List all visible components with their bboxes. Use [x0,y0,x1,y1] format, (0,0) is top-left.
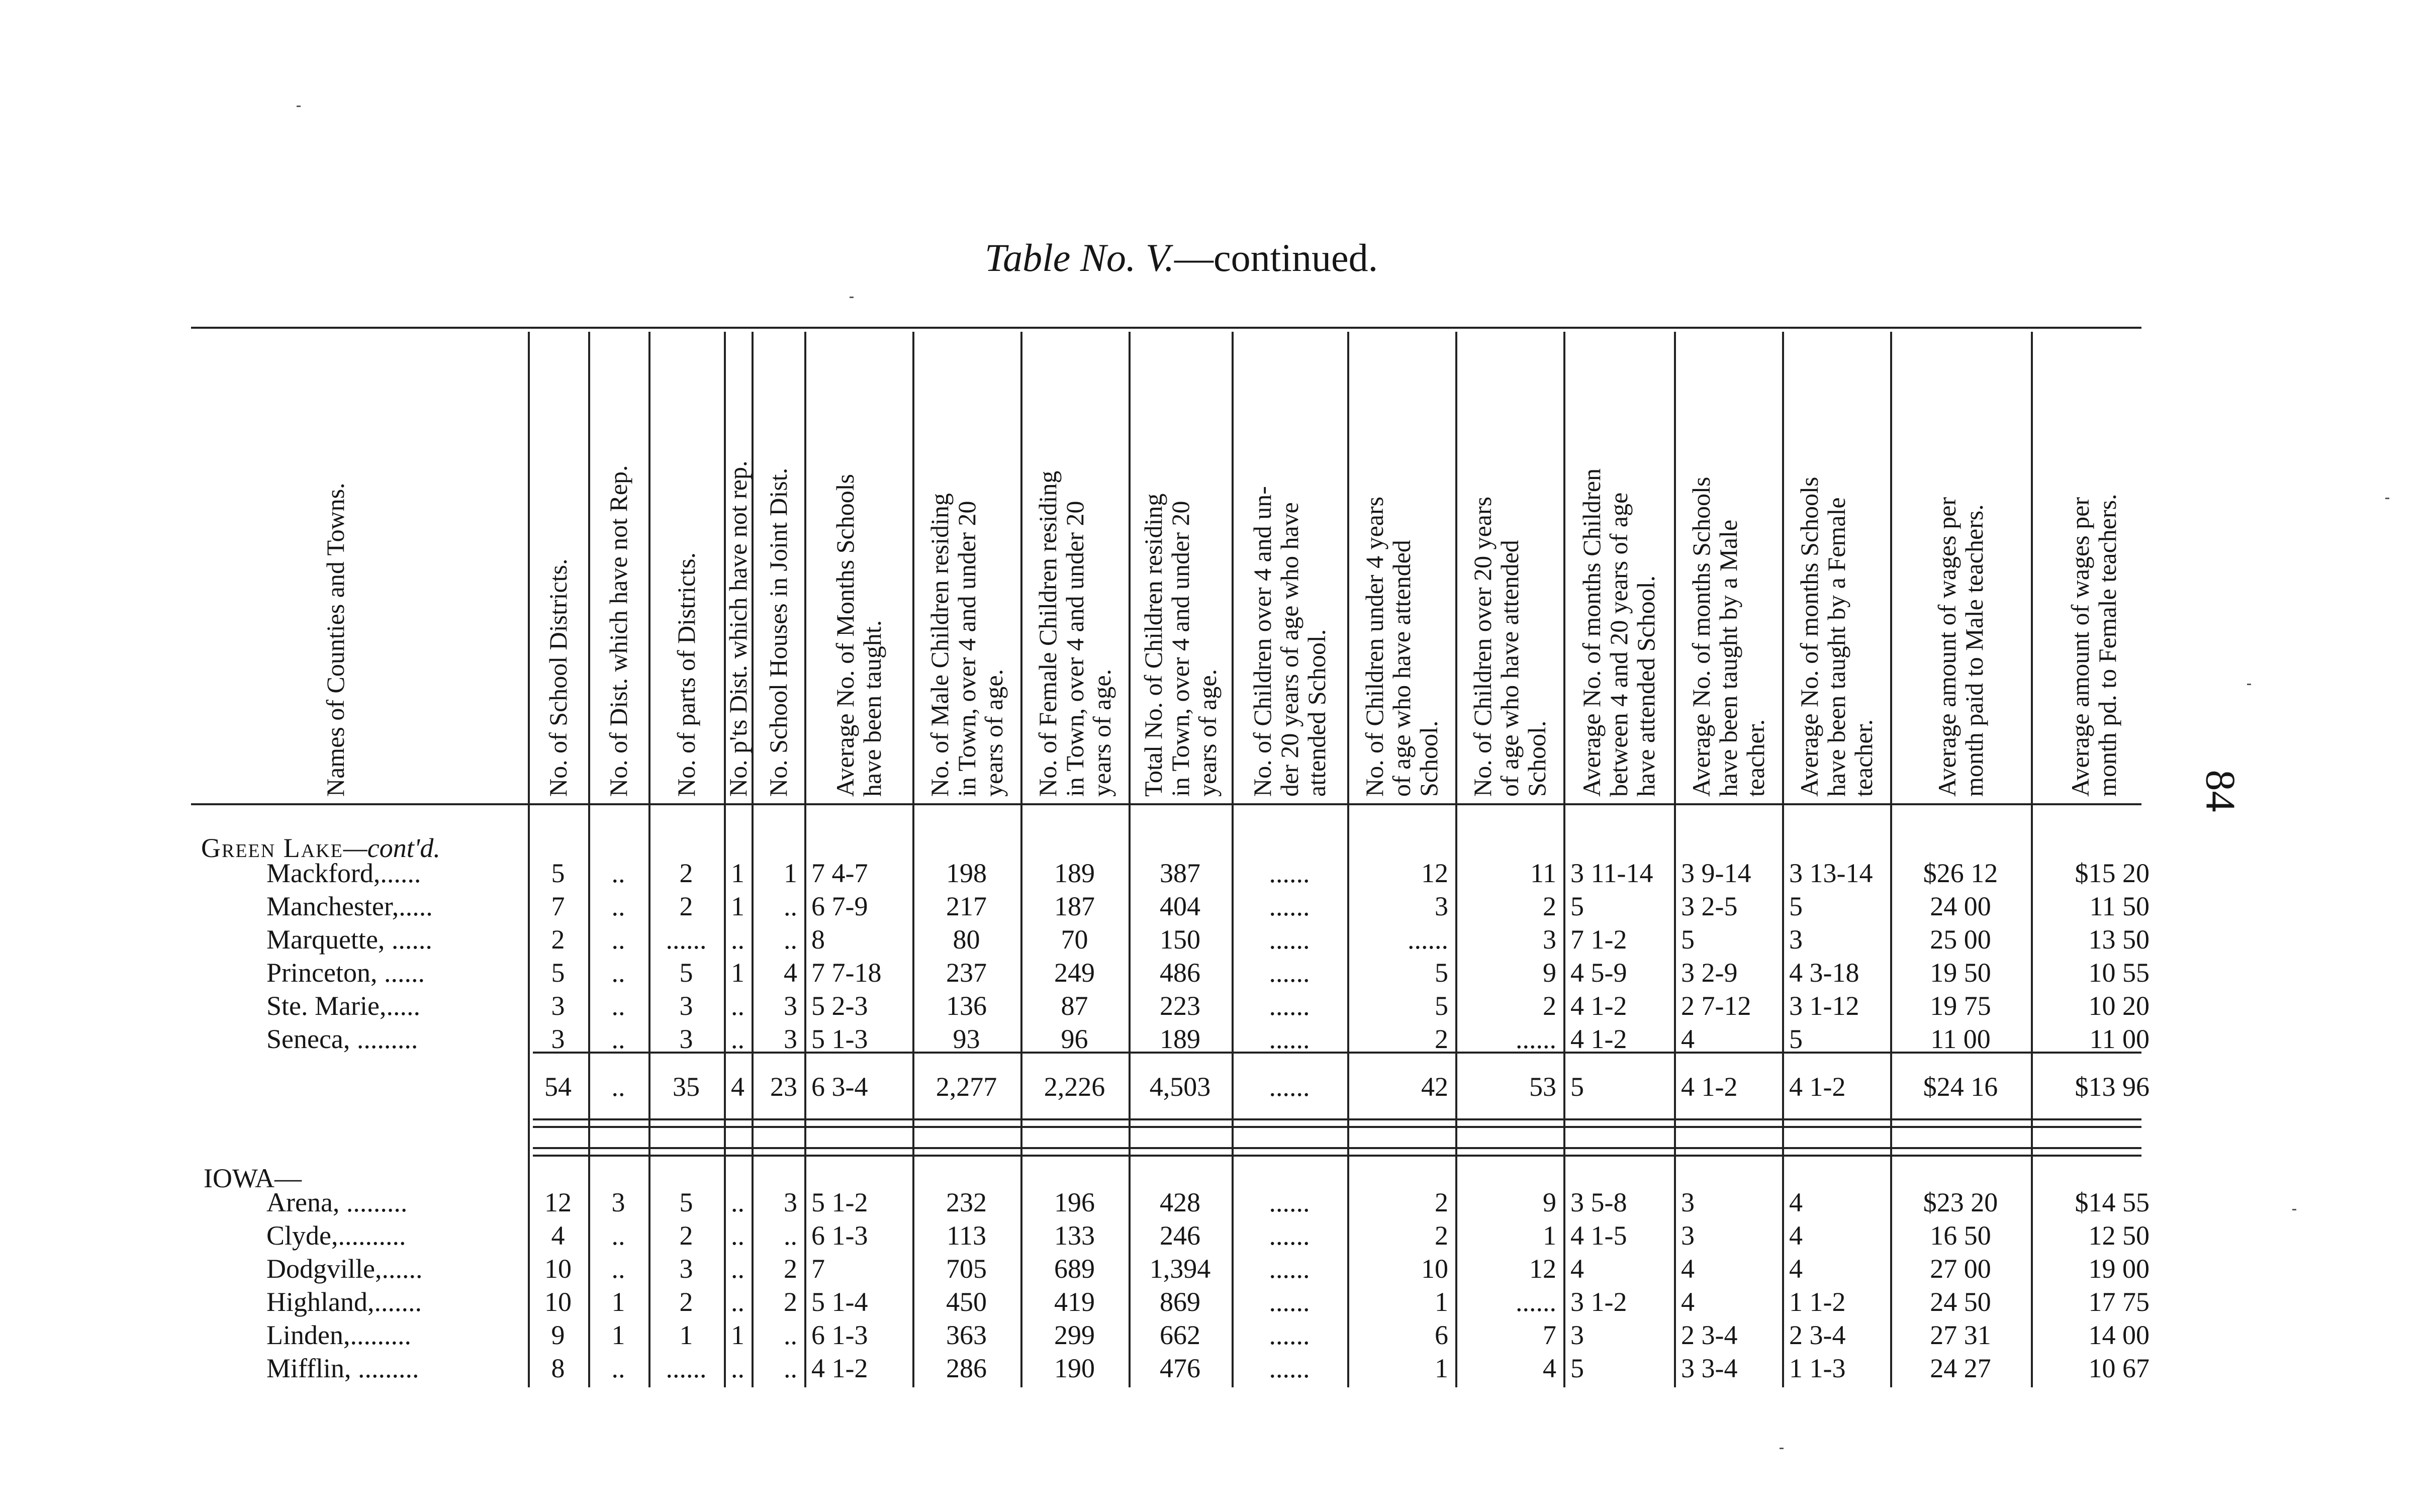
cell-over20: ...... [1269,1187,1310,1217]
cell-districts: 4 [551,1220,565,1251]
cell-female: 187 [1054,891,1095,921]
cell-avgmonths: 5 [1570,1353,1584,1383]
green-lake-total-rule-2 [533,1126,2141,1128]
cell-pts_notrep: 1 [731,891,744,921]
town-name: Linden,......... [266,1320,411,1350]
cell-districts: 5 [551,858,565,888]
cell-joint: .. [784,891,797,921]
cell-parts: 3 [679,1024,693,1054]
town-name: Manchester,..... [266,891,433,921]
cell-months: 6 3-4 [811,1072,868,1102]
cell-months: 5 1-2 [811,1187,868,1217]
column-divider [528,332,530,1387]
column-header-label: Average No. of months Schools have been taught by a Female teacher. [1795,477,1878,797]
cell-under4: 1 [1435,1353,1448,1383]
cell-femaletaught: 3 1-12 [1789,991,1859,1021]
cell-parts: 3 [679,991,693,1021]
cell-pts_notrep: .. [731,1187,744,1217]
cell-femalewage: $15 20 [2075,858,2150,888]
cell-months: 6 7-9 [811,891,868,921]
cell-over20: ...... [1269,858,1310,888]
cell-under4: ...... [1408,924,1448,955]
speck [2292,1209,2296,1210]
column-divider [1782,332,1784,1387]
cell-under4: 2 [1435,1024,1448,1054]
cell-months: 7 7-18 [811,958,882,988]
iowa-heading: IOWA— [204,1163,302,1193]
cell-femalewage: $14 55 [2075,1187,2150,1217]
cell-femaletaught: 4 1-2 [1789,1072,1846,1102]
cell-female: 133 [1054,1220,1095,1251]
town-name: Mackford,...... [266,858,421,888]
cell-under4: 6 [1435,1320,1448,1350]
cell-total: 476 [1160,1353,1200,1383]
column-header-label: Average No. of months Schools have been taught by a Male teacher. [1687,477,1769,797]
cell-overtwenty: 9 [1543,1187,1556,1217]
cell-parts: 2 [679,1287,693,1317]
cell-femaletaught: 1 1-3 [1789,1353,1846,1383]
cell-months: 4 1-2 [811,1353,868,1383]
cell-pts_notrep: .. [731,1220,744,1251]
cell-total: 869 [1160,1287,1200,1317]
cell-male: 237 [946,958,987,988]
cell-malewage: 27 00 [1930,1254,1991,1284]
cell-total: 387 [1160,858,1200,888]
cell-parts: ...... [666,924,707,955]
cell-femalewage: 12 50 [2088,1220,2150,1251]
cell-parts: 5 [679,958,693,988]
cell-months: 5 1-3 [811,1024,868,1054]
cell-pts_notrep: .. [731,1353,744,1383]
cell-districts: 5 [551,958,565,988]
cell-joint: 1 [784,858,797,888]
cell-malewage: 24 27 [1930,1353,1991,1383]
cell-femalewage: $13 96 [2075,1072,2150,1102]
cell-female: 2,226 [1044,1072,1105,1102]
cell-female: 419 [1054,1287,1095,1317]
column-header-label: Names of Counties and Towns. [321,483,349,797]
cell-notrep: .. [611,1220,625,1251]
cell-maletaught: 3 3-4 [1681,1353,1738,1383]
cell-femaletaught: 4 3-18 [1789,958,1859,988]
table-title-rest: —continued. [1174,236,1378,279]
cell-avgmonths: 4 1-2 [1570,1024,1627,1054]
cell-under4: 3 [1435,891,1448,921]
column-header-label: Average amount of wages per month paid to Male teachers. [1933,497,1988,797]
cell-overtwenty: 11 [1530,858,1556,888]
page-number: 84 [2197,770,2244,812]
cell-male: 217 [946,891,987,921]
header-top-rule [191,327,2141,329]
cell-parts: 1 [679,1320,693,1350]
cell-malewage: 27 31 [1930,1320,1991,1350]
cell-maletaught: 3 [1681,1220,1695,1251]
cell-overtwenty: 2 [1543,891,1556,921]
cell-male: 198 [946,858,987,888]
cell-under4: 5 [1435,991,1448,1021]
cell-maletaught: 4 [1681,1287,1695,1317]
cell-maletaught: 5 [1681,924,1695,955]
cell-over20: ...... [1269,1353,1310,1383]
cell-pts_notrep: .. [731,1287,744,1317]
cell-over20: ...... [1269,1254,1310,1284]
column-divider [804,332,806,1387]
cell-notrep: .. [611,924,625,955]
column-header-label: No. p'ts Dist. which have not rep. [723,460,752,797]
cell-months: 7 [811,1254,825,1284]
cell-pts_notrep: .. [731,1024,744,1054]
cell-joint: .. [784,1353,797,1383]
cell-maletaught: 2 3-4 [1681,1320,1738,1350]
cell-parts: 5 [679,1187,693,1217]
cell-pts_notrep: .. [731,924,744,955]
cell-total: 4,503 [1149,1072,1211,1102]
cell-months: 7 4-7 [811,858,868,888]
cell-malewage: 24 50 [1930,1287,1991,1317]
cell-maletaught: 3 9-14 [1681,858,1751,888]
cell-malewage: 25 00 [1930,924,1991,955]
cell-maletaught: 4 1-2 [1681,1072,1738,1102]
cell-joint: .. [784,924,797,955]
cell-under4: 2 [1435,1220,1448,1251]
cell-districts: 10 [544,1254,572,1284]
cell-overtwenty: 12 [1529,1254,1556,1284]
column-header-label: Average No. of Months Schools have been taught. [830,474,886,797]
column-divider [588,332,590,1387]
green-lake-heading-cont: —cont'd. [343,833,440,863]
cell-total: 223 [1160,991,1200,1021]
cell-femaletaught: 5 [1789,891,1803,921]
town-name: Clyde,.......... [266,1220,406,1251]
cell-male: 93 [953,1024,980,1054]
cell-malewage: $23 20 [1923,1187,1998,1217]
cell-over20: ...... [1269,891,1310,921]
cell-notrep: .. [611,1254,625,1284]
town-name: Marquette, ...... [266,924,432,955]
town-name: Arena, ......... [266,1187,408,1217]
cell-joint: 2 [784,1287,797,1317]
cell-maletaught: 3 2-9 [1681,958,1738,988]
cell-femalewage: 10 20 [2088,991,2150,1021]
cell-notrep: .. [611,1353,625,1383]
cell-pts_notrep: 4 [731,1072,744,1102]
cell-male: 2,277 [936,1072,997,1102]
cell-under4: 5 [1435,958,1448,988]
cell-overtwenty: 9 [1543,958,1556,988]
cell-districts: 2 [551,924,565,955]
town-name: Ste. Marie,..... [266,991,420,1021]
cell-under4: 42 [1421,1072,1448,1102]
cell-avgmonths: 4 [1570,1254,1584,1284]
column-header-label: Total No. of Children residing in Town, over 4 and under 20 years of age. [1139,493,1222,797]
cell-female: 87 [1061,991,1088,1021]
cell-parts: 3 [679,1254,693,1284]
column-divider [1455,332,1457,1387]
cell-femalewage: 10 55 [2088,958,2150,988]
cell-pts_notrep: 1 [731,1320,744,1350]
cell-joint: 3 [784,1024,797,1054]
column-divider [1890,332,1892,1387]
cell-malewage: 19 75 [1930,991,1991,1021]
cell-malewage: 16 50 [1930,1220,1991,1251]
column-divider [1563,332,1565,1387]
cell-overtwenty: 4 [1543,1353,1556,1383]
cell-under4: 2 [1435,1187,1448,1217]
cell-notrep: 3 [611,1187,625,1217]
cell-parts: 2 [679,1220,693,1251]
cell-malewage: 24 00 [1930,891,1991,921]
cell-femaletaught: 1 1-2 [1789,1287,1846,1317]
cell-femalewage: 10 67 [2088,1353,2150,1383]
cell-avgmonths: 3 [1570,1320,1584,1350]
cell-maletaught: 3 [1681,1187,1695,1217]
table-title-italic: Table No. V. [984,236,1175,279]
cell-pts_notrep: .. [731,991,744,1021]
cell-femaletaught: 5 [1789,1024,1803,1054]
green-lake-heading-name: Green Lake [201,833,343,863]
cell-districts: 12 [544,1187,572,1217]
cell-districts: 3 [551,1024,565,1054]
cell-months: 5 1-4 [811,1287,868,1317]
column-divider [1347,332,1349,1387]
cell-male: 80 [953,924,980,955]
cell-avgmonths: 5 [1570,1072,1584,1102]
cell-malewage: $24 16 [1923,1072,1998,1102]
cell-months: 6 1-3 [811,1220,868,1251]
cell-femalewage: 13 50 [2088,924,2150,955]
cell-overtwenty: 7 [1543,1320,1556,1350]
cell-over20: ...... [1269,1220,1310,1251]
cell-malewage: 11 00 [1930,1024,1991,1054]
cell-malewage: $26 12 [1923,858,1998,888]
column-header-label: No. of Children over 4 and un- der 20 years of age who have attended School. [1248,486,1331,797]
cell-female: 196 [1054,1187,1095,1217]
cell-joint: 3 [784,991,797,1021]
town-name: Mifflin, ......... [266,1353,419,1383]
cell-over20: ...... [1269,1287,1310,1317]
cell-male: 363 [946,1320,987,1350]
cell-total: 189 [1160,1024,1200,1054]
cell-male: 450 [946,1287,987,1317]
cell-overtwenty: ...... [1516,1024,1556,1054]
cell-female: 70 [1061,924,1088,955]
cell-pts_notrep: 1 [731,958,744,988]
cell-total: 150 [1160,924,1200,955]
column-header-label: Average No. of months Children between 4 and 20 years of age have attended School. [1577,468,1660,797]
cell-districts: 3 [551,991,565,1021]
cell-maletaught: 3 2-5 [1681,891,1738,921]
green-lake-total-rule-1 [533,1118,2141,1120]
speck [297,106,301,107]
cell-male: 286 [946,1353,987,1383]
cell-districts: 10 [544,1287,572,1317]
speck [2385,498,2389,499]
column-header-label: No. of Dist. which have not Rep. [604,465,632,797]
column-divider [1129,332,1131,1387]
cell-avgmonths: 7 1-2 [1570,924,1627,955]
cell-overtwenty: 2 [1543,991,1556,1021]
header-bottom-rule [191,803,2141,805]
column-header-label: No. of Children over 20 years of age who have attended School. [1468,496,1551,797]
cell-months: 8 [811,924,825,955]
cell-joint: 3 [784,1187,797,1217]
cell-pts_notrep: .. [731,1254,744,1284]
cell-over20: ...... [1269,924,1310,955]
cell-femaletaught: 4 [1789,1187,1803,1217]
cell-joint: 4 [784,958,797,988]
cell-male: 232 [946,1187,987,1217]
cell-over20: ...... [1269,1320,1310,1350]
cell-under4: 10 [1421,1254,1448,1284]
cell-male: 136 [946,991,987,1021]
cell-female: 689 [1054,1254,1095,1284]
cell-joint: 2 [784,1254,797,1284]
cell-maletaught: 2 7-12 [1681,991,1751,1021]
cell-overtwenty: 53 [1529,1072,1556,1102]
cell-total: 246 [1160,1220,1200,1251]
cell-joint: .. [784,1220,797,1251]
cell-femaletaught: 3 13-14 [1789,858,1873,888]
cell-maletaught: 4 [1681,1024,1695,1054]
cell-female: 96 [1061,1024,1088,1054]
cell-femalewage: 11 50 [2089,891,2150,921]
table-title [905,235,1458,280]
cell-total: 662 [1160,1320,1200,1350]
cell-notrep: .. [611,1024,625,1054]
cell-notrep: .. [611,991,625,1021]
column-header-label: No. School Houses in Joint Dist. [764,467,792,797]
cell-total: 1,394 [1149,1254,1211,1284]
cell-malewage: 19 50 [1930,958,1991,988]
cell-total: 404 [1160,891,1200,921]
iowa-top-rule-2 [533,1155,2141,1157]
cell-overtwenty: 3 [1543,924,1556,955]
cell-notrep: 1 [611,1287,625,1317]
cell-overtwenty: 1 [1543,1220,1556,1251]
iowa-top-rule-1 [533,1147,2141,1149]
cell-femalewage: 14 00 [2088,1320,2150,1350]
cell-months: 5 2-3 [811,991,868,1021]
column-header-label: No. of Children under 4 years of age who have attended School. [1360,496,1443,797]
cell-under4: 12 [1421,858,1448,888]
column-header-label: No. of Female Children residing in Town, over 4 and under 20 years of age. [1033,470,1116,797]
cell-avgmonths: 4 5-9 [1570,958,1627,988]
cell-parts: 2 [679,858,693,888]
cell-months: 6 1-3 [811,1320,868,1350]
cell-notrep: .. [611,958,625,988]
speck [1780,1448,1784,1449]
cell-femalewage: 11 00 [2089,1024,2150,1054]
cell-avgmonths: 4 1-5 [1570,1220,1627,1251]
cell-femaletaught: 4 [1789,1220,1803,1251]
cell-districts: 7 [551,891,565,921]
cell-pts_notrep: 1 [731,858,744,888]
cell-districts: 8 [551,1353,565,1383]
cell-avgmonths: 5 [1570,891,1584,921]
cell-femaletaught: 3 [1789,924,1803,955]
column-header-label: No. of parts of Districts. [672,552,700,797]
cell-over20: ...... [1269,958,1310,988]
cell-male: 113 [947,1220,986,1251]
speck [2247,684,2251,685]
cell-notrep: .. [611,891,625,921]
speck [850,297,854,298]
column-header-label: No. of School Districts. [544,558,572,797]
cell-avgmonths: 4 1-2 [1570,991,1627,1021]
column-divider [912,332,914,1387]
cell-total: 486 [1160,958,1200,988]
cell-femaletaught: 2 3-4 [1789,1320,1846,1350]
town-name: Seneca, ......... [266,1024,418,1054]
cell-over20: ...... [1269,1072,1310,1102]
column-divider [1020,332,1022,1387]
town-name: Princeton, ...... [266,958,425,988]
cell-notrep: 1 [611,1320,625,1350]
town-name: Dodgville,...... [266,1254,423,1284]
cell-femalewage: 19 00 [2088,1254,2150,1284]
cell-parts: 35 [673,1072,700,1102]
cell-total: 428 [1160,1187,1200,1217]
cell-maletaught: 4 [1681,1254,1695,1284]
column-header-label: No. of Male Children residing in Town, over 4 and under 20 years of age. [925,493,1008,797]
town-name: Highland,....... [266,1287,422,1317]
column-divider [1674,332,1676,1387]
cell-over20: ...... [1269,991,1310,1021]
cell-notrep: .. [611,858,625,888]
column-header-label: Average amount of wages per month pd. to Female teachers. [2066,494,2121,797]
cell-parts: 2 [679,891,693,921]
column-divider [2031,332,2033,1387]
cell-districts: 9 [551,1320,565,1350]
cell-female: 189 [1054,858,1095,888]
cell-notrep: .. [611,1072,625,1102]
column-divider [1232,332,1234,1387]
cell-avgmonths: 3 1-2 [1570,1287,1627,1317]
cell-joint: 23 [770,1072,797,1102]
cell-overtwenty: ...... [1516,1287,1556,1317]
cell-femaletaught: 4 [1789,1254,1803,1284]
cell-femalewage: 17 75 [2088,1287,2150,1317]
cell-parts: ...... [666,1353,707,1383]
cell-under4: 1 [1435,1287,1448,1317]
cell-districts: 54 [544,1072,572,1102]
column-divider [648,332,650,1387]
cell-female: 190 [1054,1353,1095,1383]
cell-male: 705 [946,1254,987,1284]
cell-female: 249 [1054,958,1095,988]
cell-avgmonths: 3 11-14 [1570,858,1653,888]
cell-over20: ...... [1269,1024,1310,1054]
cell-joint: .. [784,1320,797,1350]
cell-avgmonths: 3 5-8 [1570,1187,1627,1217]
cell-female: 299 [1054,1320,1095,1350]
